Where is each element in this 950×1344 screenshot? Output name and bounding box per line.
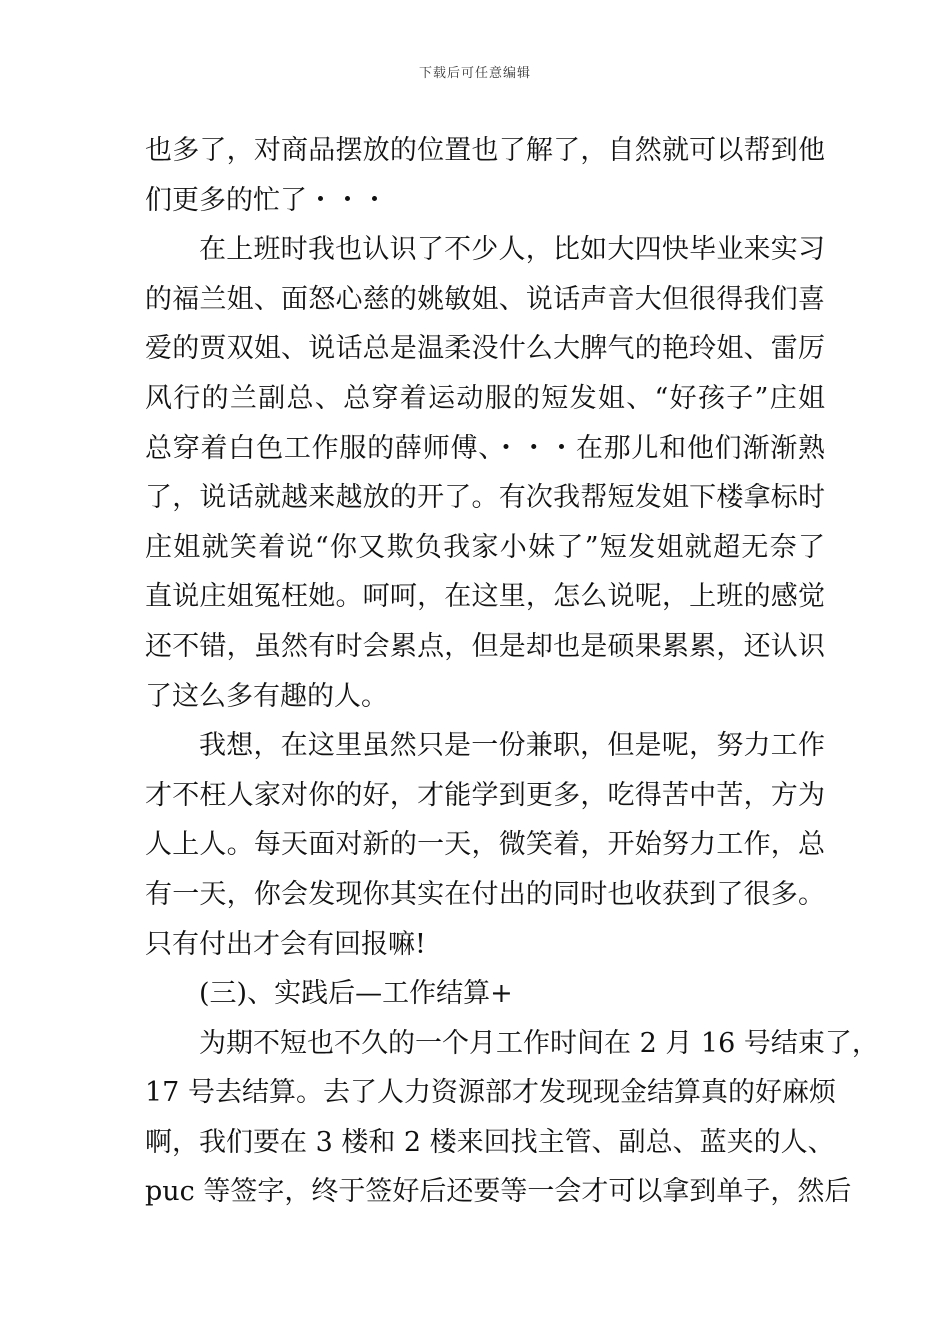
text-line: 才不枉人家对你的好，才能学到更多，吃得苦中苦，方为: [145, 779, 825, 811]
text-line: 啊，我们要在 3 楼和 2 楼来回找主管、副总、蓝夹的人、: [145, 1126, 835, 1158]
text-line: 直说庄姐冤枉她。呵呵，在这里，怎么说呢，上班的感觉: [145, 581, 825, 613]
text-line: 庄姐就笑着说“你又欺负我家小妹了”短发姐就超无奈了: [145, 531, 825, 563]
text-line: 们更多的忙了・・・: [145, 184, 388, 216]
document-body: [145, 126, 879, 1217]
text-line: 爱的贾双姐、说话总是温柔没什么大脾气的艳玲姐、雷厉: [145, 333, 825, 365]
text-line: 有一天，你会发现你其实在付出的同时也收获到了很多。: [145, 878, 825, 910]
paragraph-first-line: 在上班时我也认识了不少人，比如大四快毕业来实习: [199, 234, 825, 266]
text-line: 风行的兰副总、总穿着运动服的短发姐、“好孩子”庄姐: [145, 382, 825, 414]
text-line: 人上人。每天面对新的一天，微笑着，开始努力工作，总: [145, 829, 825, 861]
paragraph-first-line: 我想，在这里虽然只是一份兼职，但是呢，努力工作: [199, 730, 825, 762]
text-line: 的福兰姐、面怒心慈的姚敏姐、说话声音大但很得我们喜: [145, 283, 825, 315]
text-line: 还不错，虽然有时会累点，但是却也是硕果累累，还认识: [145, 630, 825, 662]
paragraph-first-line: 为期不短也不久的一个月工作时间在 2 月 16 号结束了，: [199, 1027, 879, 1059]
section-heading: (三)、实践后—工作结算+: [199, 978, 513, 1010]
text-line: 只有付出才会有回报嘛!: [145, 928, 426, 960]
text-line: 17 号去结算。去了人力资源部才发现现金结算真的好麻烦: [145, 1077, 836, 1109]
text-line: puc 等签字，终于签好后还要等一会才可以拿到单子，然后: [145, 1176, 852, 1208]
text-line: 了这么多有趣的人。: [145, 680, 388, 712]
text-line: 总穿着白色工作服的薛师傅、・・・在那儿和他们渐渐熟: [145, 432, 825, 464]
text-line: 了，说话就越来越放的开了。有次我帮短发姐下楼拿标时: [145, 482, 825, 514]
page-header: 下载后可任意编辑: [418, 66, 531, 81]
text-line: 也多了，对商品摆放的位置也了解了，自然就可以帮到他: [145, 135, 825, 166]
